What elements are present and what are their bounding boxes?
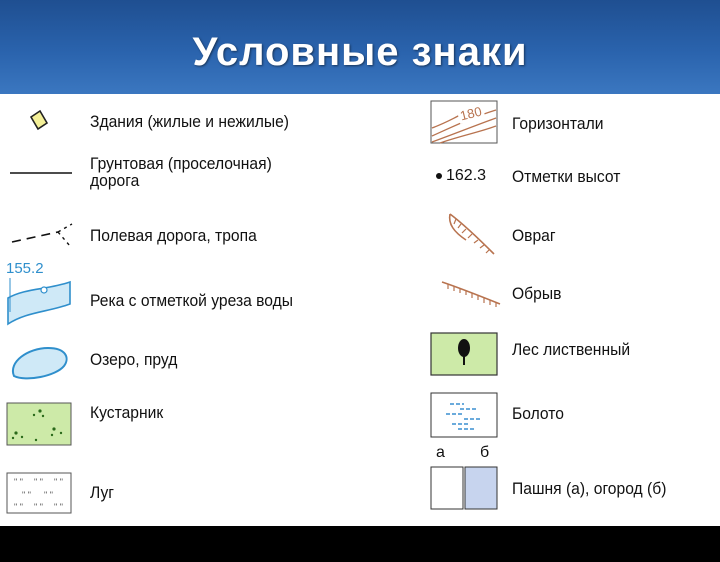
building-icon	[26, 108, 52, 134]
legend-label-ravine: Овраг	[512, 226, 556, 245]
svg-text:" ": " "	[22, 490, 31, 500]
legend-label-field-road: Полевая дорога, тропа	[90, 226, 257, 245]
svg-text:" ": " "	[44, 490, 53, 500]
garden-sublabel-b: б	[480, 444, 490, 461]
field-garden-icon	[430, 466, 498, 510]
legend-label-cliff: Обрыв	[512, 284, 562, 303]
field-road-icon	[8, 216, 78, 256]
deciduous-forest-icon	[430, 332, 498, 376]
elevation-mark-value: 162.3	[446, 167, 487, 184]
legend-label-shrub: Кустарник	[90, 403, 164, 422]
svg-text:" ": " "	[34, 502, 43, 512]
header-bar	[0, 0, 720, 94]
legend-label-lake: Озеро, пруд	[90, 350, 178, 369]
cliff-icon	[440, 276, 504, 312]
legend-label-elevation: Отметки высот	[512, 167, 621, 186]
legend-label-field-garden: Пашня (а), огород (б)	[512, 479, 667, 498]
svg-text:" ": " "	[54, 502, 63, 512]
contour-height-mark: 180	[458, 103, 484, 124]
field-sublabel-a: а	[436, 444, 445, 461]
svg-text:" ": " "	[14, 502, 23, 512]
ravine-icon	[444, 210, 500, 260]
legend-label-river: Река с отметкой уреза воды	[90, 291, 294, 310]
legend-label-forest: Лес лиственный	[512, 340, 631, 359]
legend-label-building: Здания (жилые и нежилые)	[90, 112, 289, 131]
svg-text:" ": " "	[14, 477, 23, 487]
swamp-icon	[430, 392, 498, 438]
legend-panel	[0, 94, 720, 526]
page-title: Условные знаки	[192, 30, 528, 74]
river-water-mark: 155.2	[6, 260, 44, 277]
elevation-mark-icon	[436, 173, 442, 179]
legend-label-meadow: Луг	[90, 483, 114, 502]
meadow-icon	[6, 472, 72, 514]
dirt-road-icon	[8, 168, 74, 178]
svg-text:" ": " "	[34, 477, 43, 487]
shrub-icon	[6, 402, 72, 446]
legend-label-dirt-road: Грунтовая (проселочная) дорога	[90, 154, 272, 190]
river-icon	[6, 276, 74, 330]
svg-text:" ": " "	[54, 477, 63, 487]
lake-icon	[8, 342, 72, 384]
legend-label-contour: Горизонтали	[512, 114, 604, 133]
legend-label-swamp: Болото	[512, 404, 564, 423]
